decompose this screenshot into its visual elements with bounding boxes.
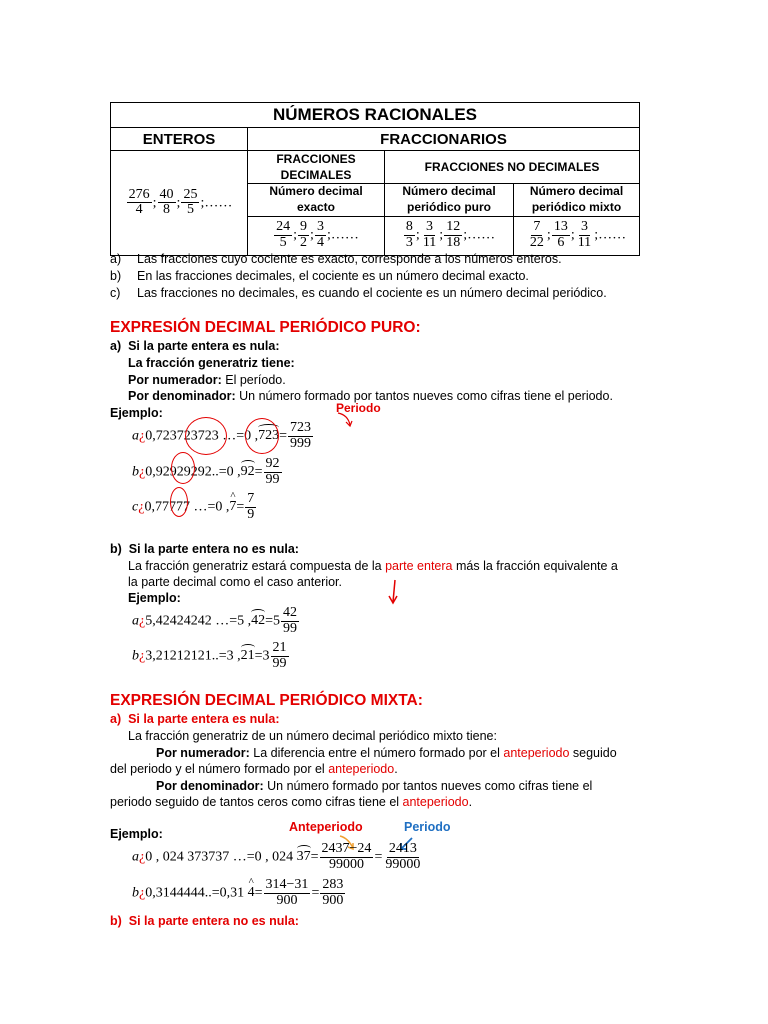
fracciones-no-decimales-header: FRACCIONES NO DECIMALES [385, 151, 640, 184]
periodico-mixto-examples: $\frac{7}{22}$ ; $\frac{13}{6}$ ; $\frac{3}{11}$ ;…… [514, 216, 640, 255]
example-mixto-a: a¿0 , 024 373737 …=0 , 024 37= $\frac{2437-24}{99000}$ = $\frac{2413}{99000}$ [132, 841, 421, 872]
periodo-annotation: Periodo [336, 401, 381, 415]
decimal-exacto-examples: $\frac{24}{5}$ ; $\frac{9}{2}$ ; $\frac{3}{4}$ ;…… [248, 216, 385, 255]
subsection-a-mixto: a) Si la parte entera es nula: [110, 712, 280, 726]
example-mixto-b: b¿0,3144444..=0,31 ^ 4= $\frac{314-31}{900}$ = $\frac{283}{900}$ [132, 878, 346, 908]
period-circle [185, 417, 227, 455]
denominador-mixto-rule: Por denominador: Un número formado por tantos nueves como cifras tiene el [156, 779, 593, 793]
subsection-a-puro: a) Si la parte entera es nula: [110, 339, 280, 353]
denominador-rule: Por denominador: Un número formado por tantos nueves como cifras tiene el periodo. [128, 389, 613, 403]
numerador-mixto-line2: del periodo y el número formado por el anteperiodo. [110, 762, 398, 776]
fraccionarios-header: FRACCIONARIOS [248, 128, 640, 151]
notes-list [110, 251, 650, 302]
list-item: c) Las fracciones no decimales, es cuando el cociente es un número decimal periódico. [110, 286, 607, 300]
subsection-b-mixto: b) Si la parte entera no es nula: [110, 914, 299, 928]
numerador-mixto-rule: Por numerador: La diferencia entre el número formado por el anteperiodo seguido [156, 746, 617, 760]
period-circle [170, 487, 188, 517]
generatriz-mixto-text: La fracción generatriz de un número decimal periódico mixto tiene: [128, 729, 497, 743]
example-puro-c: c¿0,77777 …=0 ,^ 7= $\frac{7}{9}$ [132, 492, 257, 522]
periodo-arrow-icon [336, 411, 356, 429]
parte-entera-text: La fracción generatriz estará compuesta de la parte entera más la fracción equivalente a [128, 559, 618, 573]
parte-decimal-text: la parte decimal como el caso anterior. [128, 575, 342, 589]
periodo-mixto-annotation: Periodo [404, 820, 451, 834]
section-heading-puro: EXPRESIÓN DECIMAL PERIÓDICO PURO: [110, 319, 421, 336]
table-title: NÚMEROS RACIONALES [111, 103, 640, 128]
list-item: a) Las fracciones cuyo cociente es exacto, corresponde a los números enteros. [110, 252, 562, 266]
example-puro-b: b¿0,92929292..=0 ,92= $\frac{92}{99}$ [132, 456, 280, 487]
enteros-examples: $\frac{276}{4}$ ; $\frac{40}{8}$ ; $\frac{25}{5}$ ;…… [111, 151, 248, 256]
periodico-mixto-header: Número decimal periódico mixto [514, 184, 640, 216]
example-puro-e: b¿3,21212121..=3 ,21=3 $\frac{21}{99}$ [132, 640, 287, 671]
periodico-puro-header: Número decimal periódico puro [385, 184, 514, 216]
ejemplo-label: Ejemplo: [128, 591, 181, 605]
subsection-b-puro: b) Si la parte entera no es nula: [110, 542, 299, 556]
example-puro-d: a¿5,42424242 …=5 ,42=5 $\frac{42}{99}$ [132, 605, 298, 636]
list-item: b) En las fracciones decimales, el cociente es un número decimal exacto. [110, 269, 529, 283]
arrow-down-icon [386, 578, 402, 606]
denominador-mixto-line2: periodo seguido de tantos ceros como cifras tiene el anteperiodo. [110, 795, 473, 809]
period-circle [245, 418, 279, 454]
numerador-rule: Por numerador: El período. [128, 373, 286, 387]
section-heading-mixto: EXPRESIÓN DECIMAL PERIÓDICO MIXTA: [110, 692, 423, 709]
decimal-exacto-header: Número decimal exacto [248, 184, 385, 216]
ejemplo-label: Ejemplo: [110, 827, 163, 841]
rational-numbers-table [110, 102, 640, 256]
enteros-header: ENTEROS [111, 128, 248, 151]
periodico-puro-examples: $\frac{8}{3}$ ; $\frac{3}{11}$ ; $\frac{12}{18}$ ;…… [385, 216, 514, 255]
anteperiodo-annotation: Anteperiodo [289, 820, 363, 834]
fracciones-decimales-header: FRACCIONES DECIMALES [248, 151, 385, 184]
fraction: $\frac{40}{8}$ [159, 186, 174, 218]
period-circle [171, 452, 195, 484]
ejemplo-label: Ejemplo: [110, 406, 163, 420]
generatriz-text: La fracción generatriz tiene: [128, 356, 295, 370]
fraction: $\frac{25}{5}$ [183, 186, 198, 218]
fraction: $\frac{276}{4}$ [128, 186, 150, 218]
example-puro-a: a¿0,723723723 …=0 ,723= $\frac{723}{999}$ [132, 420, 312, 451]
